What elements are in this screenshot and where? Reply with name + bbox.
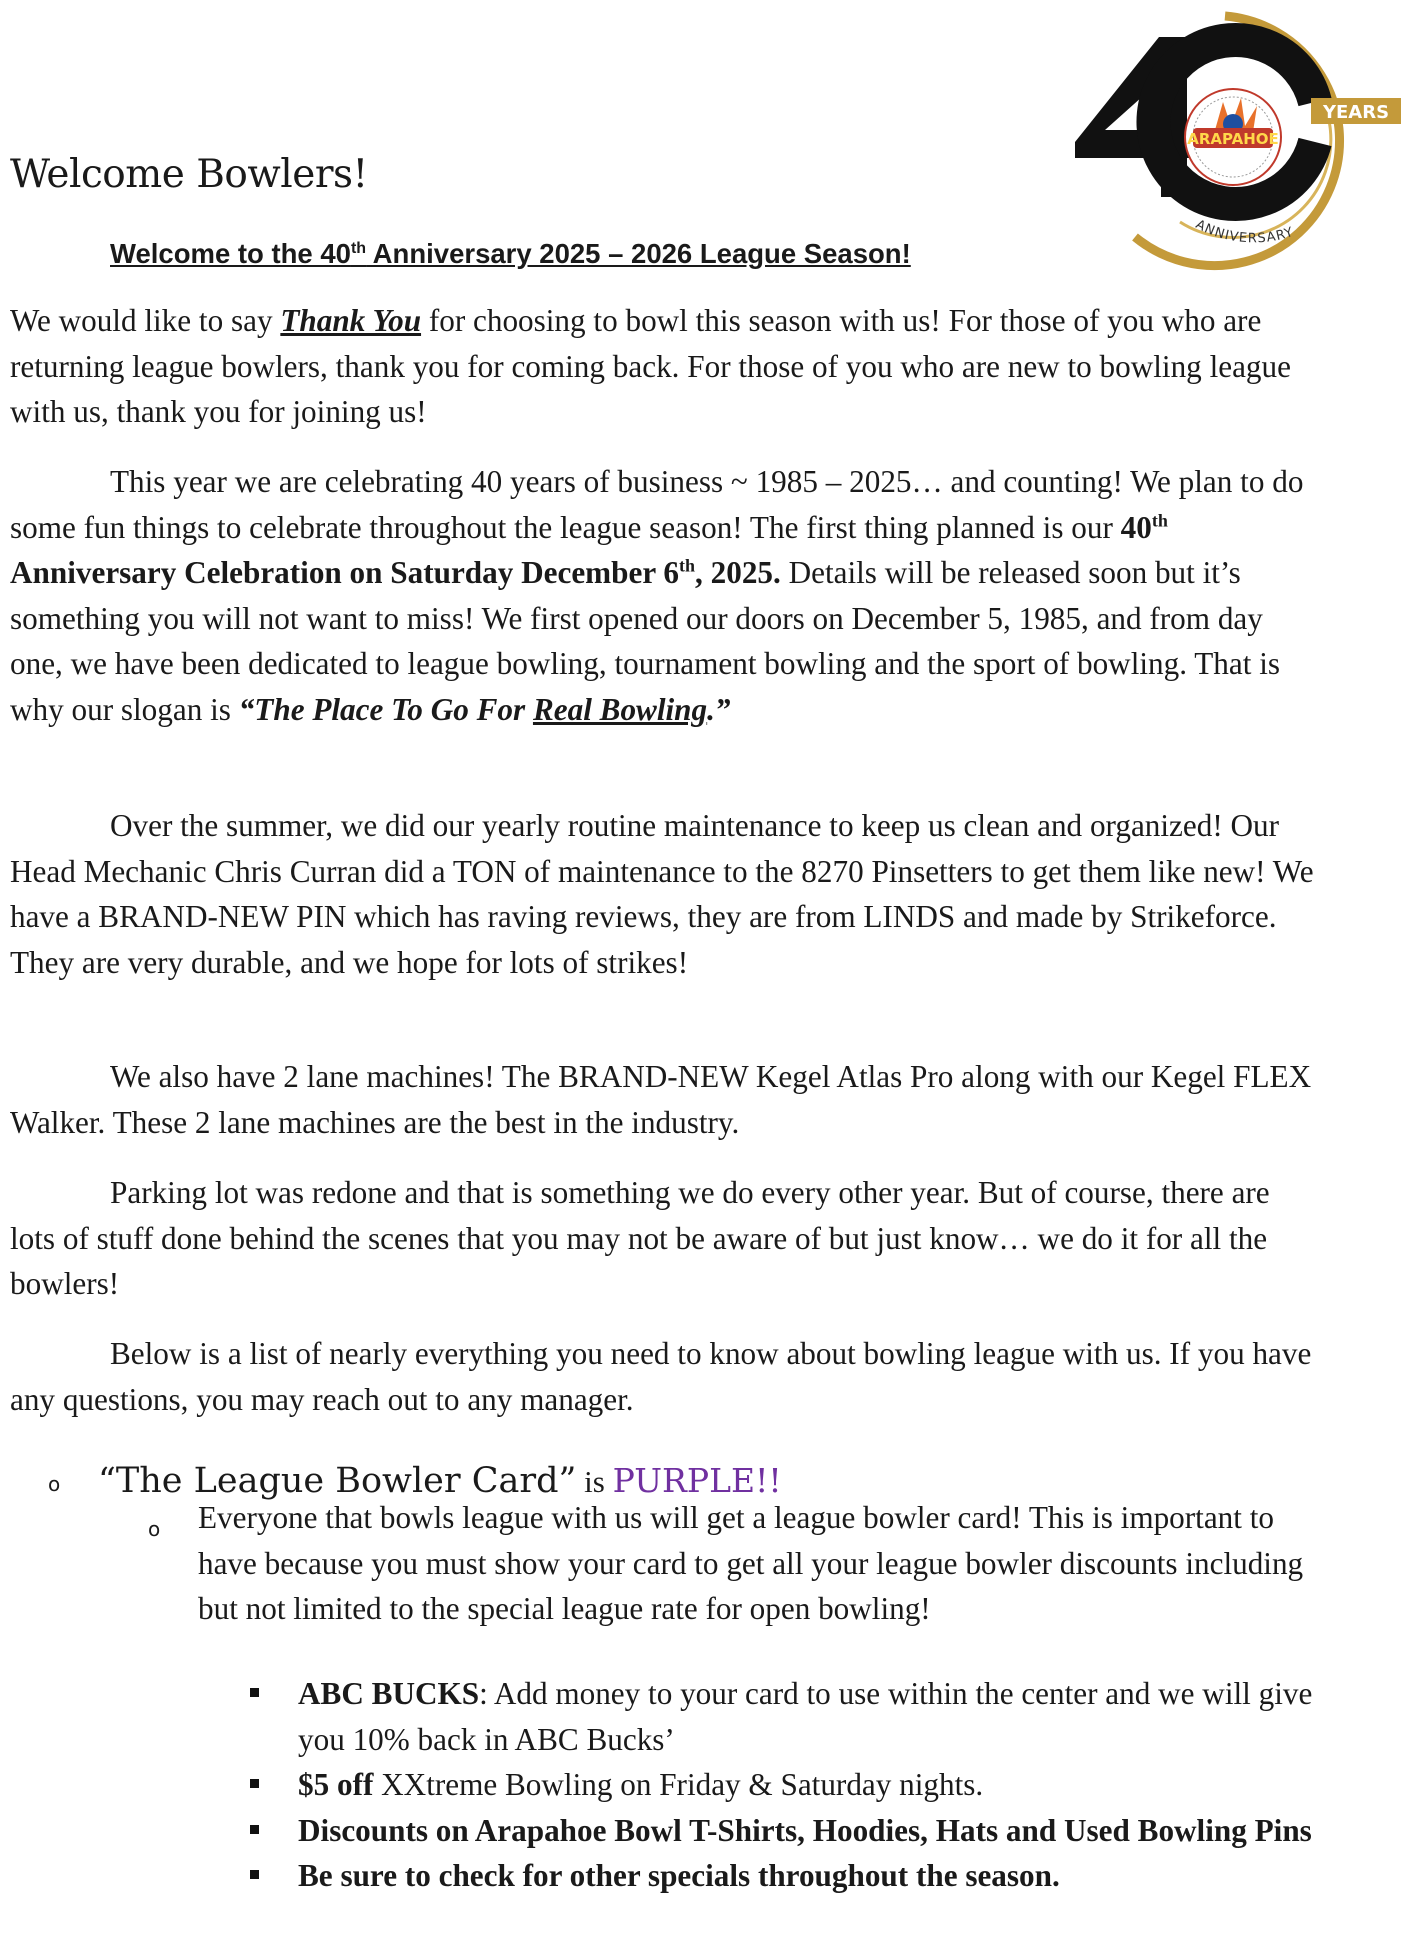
square-bullet-icon: [250, 1825, 259, 1834]
league-card-description: o Everyone that bowls league with us will get a league bowler card! This is important to have because you must show your card to get all your league bowler discounts including but not limited to the special league rate for open bowling!: [148, 1500, 1304, 1627]
page-title: Welcome Bowlers!: [10, 152, 368, 197]
list-item: Be sure to check for other specials throughout the season.: [248, 1853, 1338, 1899]
purple-label: PURPLE!!: [612, 1461, 782, 1500]
anniversary-text: ANNIVERSARY: [1193, 217, 1296, 247]
list-item: ABC BUCKS: Add money to your card to use within the center and we will give you 10% back in ABC Bucks’: [248, 1671, 1338, 1762]
list-item: Discounts on Arapahoe Bowl T-Shirts, Hoodies, Hats and Used Bowling Pins: [248, 1808, 1338, 1854]
card-perks-list: [248, 1671, 1338, 1899]
intro-list-paragraph: Below is a list of nearly everything you need to know about bowling league with us. If you have any questions, you may reach out to any manager.: [10, 1336, 1312, 1417]
square-bullet-icon: [250, 1779, 259, 1788]
circle-bullet-icon: o: [148, 1517, 161, 1541]
anniversary-logo: [1075, 2, 1401, 272]
square-bullet-icon: [250, 1688, 259, 1697]
circle-bullet-icon: o: [48, 1471, 61, 1496]
thank-you-paragraph: We would like to say Thank You for choosing to bowl this season with us! For those of you who are returning league bowlers, thank you for coming back. For those of you who are new to bowling league with us, thank you for joining us!: [10, 303, 1291, 430]
years-text: YEARS: [1322, 102, 1390, 123]
league-card-heading: o “The League Bowler Card” is PURPLE!!: [48, 1458, 1348, 1506]
maintenance-paragraph: Over the summer, we did our yearly routine maintenance to keep us clean and organized! Our Head Mechanic Chris Curran did a TON of maintenance to the 8270 Pinsetters to get them like new! We have a BRAND-NEW PIN which has raving reviews, they are from LINDS and made by Strikeforce. They are very durable, and we hope for lots of strikes!: [10, 808, 1314, 980]
list-item: $5 off XXtreme Bowling on Friday & Saturday nights.: [248, 1762, 1338, 1808]
brand-text: ARAPAHOE: [1187, 130, 1279, 148]
thank-you-emphasis: Thank You: [280, 303, 422, 338]
parking-lot-paragraph: Parking lot was redone and that is something we do every other year. But of course, there are lots of stuff done behind the scenes that you may not be aware of but just know… we do it for all the bowlers!: [10, 1175, 1270, 1302]
lane-machines-paragraph: We also have 2 lane machines! The BRAND-NEW Kegel Atlas Pro along with our Kegel FLEX Walker. These 2 lane machines are the best in the industry.: [10, 1059, 1312, 1140]
square-bullet-icon: [250, 1870, 259, 1879]
season-subtitle: Welcome to the 40th Anniversary 2025 – 2026 League Season!: [110, 238, 911, 269]
slogan: “The Place To Go For Real Bowling.”: [238, 691, 731, 727]
celebration-paragraph: This year we are celebrating 40 years of business ~ 1985 – 2025… and counting! We plan to do some fun things to celebrate throughout the league season! The first thing planned is our 40th Anniversary Celebration on Saturday December 6th, 2025. Details will be released soon but it’s something you will not want to miss! We first opened our doors on December 5, 1985, and from day one, we have been dedicated to league bowling, tournament bowling and the sport of bowling. That is why our slogan is “The Place To Go For Real Bowling.”: [10, 464, 1304, 727]
